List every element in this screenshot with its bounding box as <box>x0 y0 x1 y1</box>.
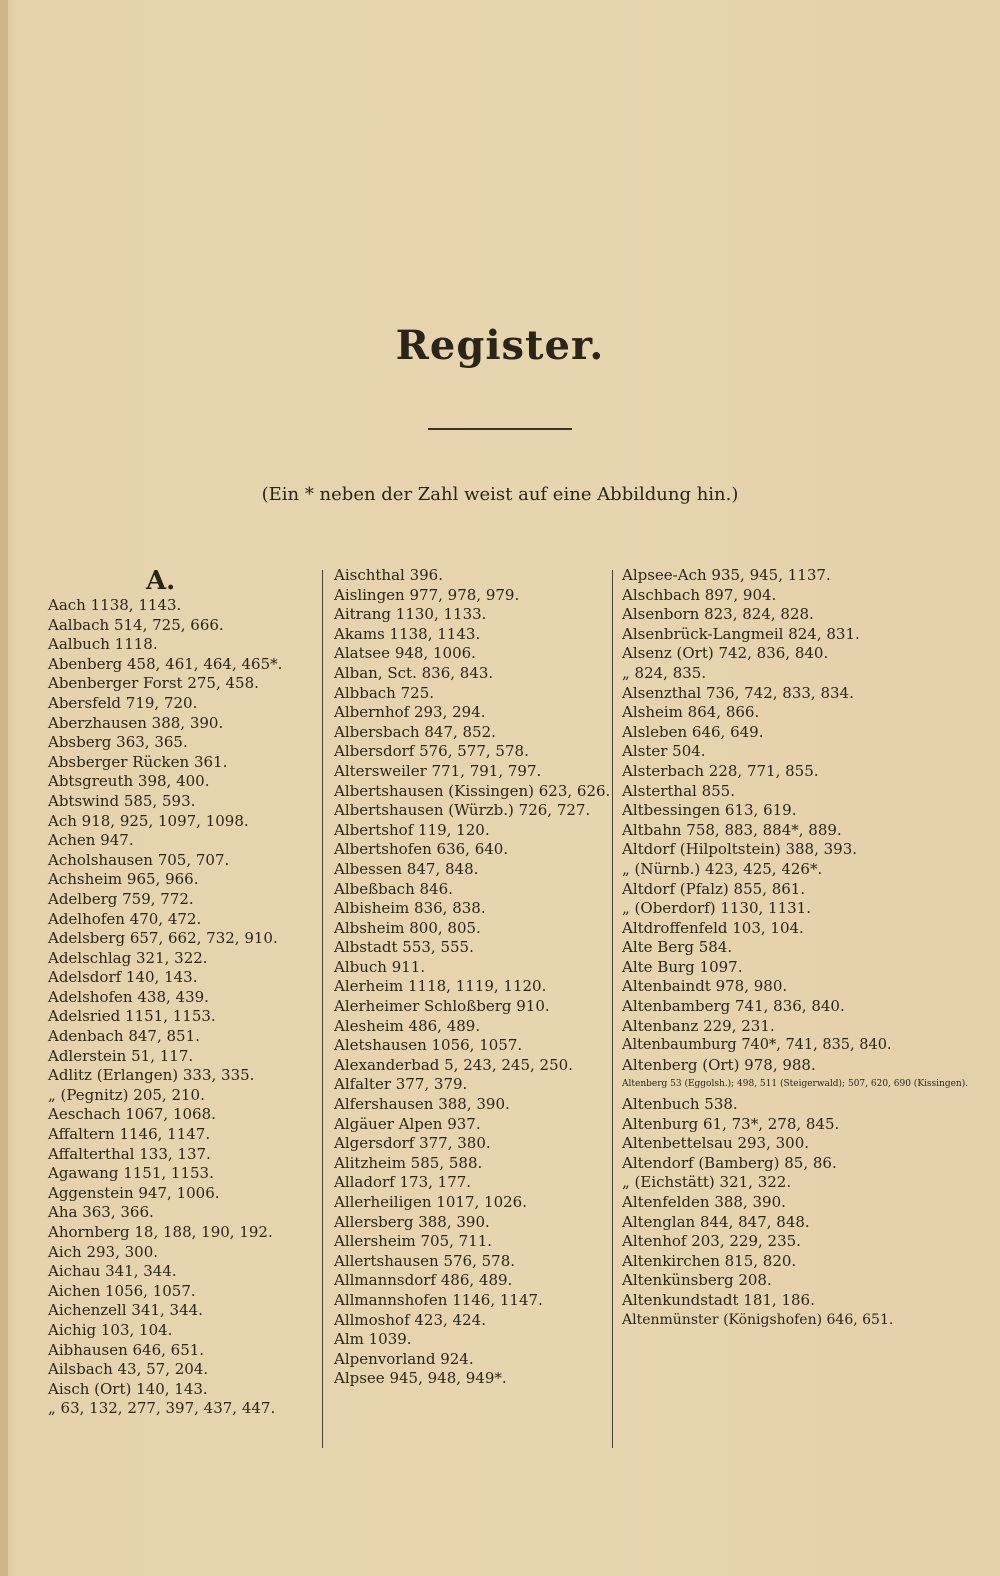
index-entry: Aislingen 977, 978, 979. <box>334 585 520 604</box>
index-entry: Alexanderbad 5, 243, 245, 250. <box>334 1055 573 1074</box>
index-entry: „ 63, 132, 277, 397, 437, 447. <box>48 1399 276 1418</box>
index-entry: „ (Nürnb.) 423, 425, 426*. <box>622 859 823 878</box>
index-entry: Altenfelden 388, 390. <box>622 1193 786 1211</box>
entry-list <box>334 566 612 1389</box>
index-entry: Aich 293, 300. <box>48 1242 159 1261</box>
index-entry: Adelberg 759, 772. <box>48 889 194 908</box>
index-entry: Abtswind 585, 593. <box>48 791 196 810</box>
index-entry: Aalbach 514, 725, 666. <box>48 615 224 634</box>
index-entry: Alsleben 646, 649. <box>622 722 764 741</box>
index-entry: Adelsberg 657, 662, 732, 910. <box>48 929 278 948</box>
index-entry: Abenberger Forst 275, 458. <box>48 674 259 693</box>
index-entry: Adelsdorf 140, 143. <box>48 968 198 987</box>
index-entry: Albuch 911. <box>334 957 426 976</box>
index-entry: Adelschlag 321, 322. <box>48 948 208 967</box>
index-entry: Albbach 725. <box>334 683 435 702</box>
index-entry: Alsenborn 823, 824, 828. <box>622 605 814 624</box>
index-entry: Albertshausen (Würzb.) 726, 727. <box>334 801 591 820</box>
index-entry: Alban, Sct. 836, 843. <box>334 663 494 682</box>
index-entry: Aitrang 1130, 1133. <box>334 605 487 624</box>
index-entry: Altenglan 844, 847, 848. <box>622 1212 810 1231</box>
index-entry: Allersheim 705, 711. <box>334 1232 493 1251</box>
index-entry: „ 824, 835. <box>622 663 707 682</box>
index-entry: Altersweiler 771, 791, 797. <box>334 761 542 780</box>
index-entry: Altenbuch 538. <box>622 1095 738 1114</box>
index-entry: Abersfeld 719, 720. <box>48 693 198 712</box>
index-entry: Alsterthal 855. <box>622 781 735 800</box>
index-entry: Albessen 847, 848. <box>334 859 479 878</box>
index-entry: Affalterthal 133, 137. <box>48 1144 211 1163</box>
index-entry: Aeschach 1067, 1068. <box>48 1105 216 1124</box>
index-entry: Akams 1138, 1143. <box>334 624 481 643</box>
index-entry: Aha 363, 366. <box>48 1203 154 1222</box>
index-entry: Achen 947. <box>48 831 134 850</box>
index-entry: Allmannsdorf 486, 489. <box>334 1271 513 1290</box>
index-entry: Albernhof 293, 294. <box>334 703 486 722</box>
index-entry: Albeßbach 846. <box>334 879 453 898</box>
index-entry: Adelsried 1151, 1153. <box>48 1007 216 1026</box>
entry-list <box>622 566 969 1330</box>
index-entry: Albisheim 836, 838. <box>334 899 486 918</box>
index-entry: Adenbach 847, 851. <box>48 1027 200 1046</box>
index-entry: Alsenzthal 736, 742, 833, 834. <box>622 683 854 702</box>
index-entry: Aach 1138, 1143. <box>48 596 182 614</box>
index-entry: Aisch (Ort) 140, 143. <box>48 1379 208 1398</box>
index-column-1 <box>48 566 330 1419</box>
index-entry: Alesheim 486, 489. <box>334 1016 481 1035</box>
index-entry: Altenbaumburg 740*, 741, 835, 840. <box>622 1037 892 1054</box>
index-entry: Allersberg 388, 390. <box>334 1212 490 1231</box>
index-entry: Algersdorf 377, 380. <box>334 1134 491 1153</box>
index-entry: Alte Burg 1097. <box>622 957 743 976</box>
index-entry: Altendorf (Bamberg) 85, 86. <box>622 1153 837 1172</box>
section-letter: A. <box>146 566 176 596</box>
index-entry: Altbahn 758, 883, 884*, 889. <box>622 820 842 839</box>
index-column-2 <box>334 566 612 1389</box>
index-entry: Aichen 1056, 1057. <box>48 1281 196 1300</box>
index-entry: Altenberg 53 (Eggolsh.); 498, 511 (Steigerwald); 507, 620, 690 (Kissingen). <box>622 1079 969 1090</box>
index-entry: Alm 1039. <box>334 1330 412 1349</box>
index-entry: Alsenz (Ort) 742, 836, 840. <box>622 644 829 663</box>
index-entry: Altenkundstadt 181, 186. <box>622 1290 815 1309</box>
index-entry: Aichig 103, 104. <box>48 1320 173 1339</box>
index-entry: Agawang 1151, 1153. <box>48 1164 214 1183</box>
index-entry: Altenburg 61, 73*, 278, 845. <box>622 1114 840 1133</box>
index-entry: Aichenzell 341, 344. <box>48 1301 203 1320</box>
index-entry: Altenbanz 229, 231. <box>622 1016 775 1035</box>
index-entry: Alsenbrück-Langmeil 824, 831. <box>622 624 860 643</box>
index-entry: „ (Pegnitz) 205, 210. <box>48 1085 205 1104</box>
page-edge <box>0 0 8 1576</box>
index-entry: Albstadt 553, 555. <box>334 938 474 957</box>
index-entry: Ailsbach 43, 57, 204. <box>48 1360 209 1379</box>
index-entry: Affaltern 1146, 1147. <box>48 1125 211 1144</box>
index-entry: Alpsee 945, 948, 949*. <box>334 1369 507 1388</box>
index-entry: Adlerstein 51, 117. <box>48 1046 194 1065</box>
index-entry: Alschbach 897, 904. <box>622 585 777 604</box>
index-entry: Alpsee-Ach 935, 945, 1137. <box>622 566 831 584</box>
index-entry: Albersbach 847, 852. <box>334 722 496 741</box>
index-entry: Adelhofen 470, 472. <box>48 909 202 928</box>
index-entry: „ (Eichstätt) 321, 322. <box>622 1173 792 1192</box>
index-entry: Absberg 363, 365. <box>48 733 188 752</box>
index-entry: Alte Berg 584. <box>622 938 733 957</box>
index-entry: Alpenvorland 924. <box>334 1349 474 1368</box>
index-entry: Aalbuch 1118. <box>48 635 158 654</box>
index-entry: Alerheim 1118, 1119, 1120. <box>334 977 547 996</box>
page-title: Register. <box>395 322 605 369</box>
index-entry: Algäuer Alpen 937. <box>334 1114 481 1133</box>
index-entry: Albersdorf 576, 577, 578. <box>334 742 529 761</box>
index-entry: Absberger Rücken 361. <box>48 752 228 771</box>
index-entry: Aberzhausen 388, 390. <box>48 713 224 732</box>
index-entry: Abenberg 458, 461, 464, 465*. <box>48 654 283 673</box>
footnote-note: (Ein * neben der Zahl weist auf eine Abbildung hin.) <box>261 484 739 505</box>
index-entry: Alerheimer Schloßberg 910. <box>334 997 550 1016</box>
index-entry: Altdorf (Hilpoltstein) 388, 393. <box>622 840 858 859</box>
index-entry: Altenhof 203, 229, 235. <box>622 1232 801 1251</box>
index-entry: Alster 504. <box>622 742 706 761</box>
index-entry: Albertshausen (Kissingen) 623, 626. <box>334 781 611 800</box>
index-entry: Acholshausen 705, 707. <box>48 850 230 869</box>
index-entry: Aichau 341, 344. <box>48 1262 177 1281</box>
column-divider <box>612 570 613 1448</box>
index-entry: Altdorf (Pfalz) 855, 861. <box>622 879 806 898</box>
index-column-3 <box>622 566 969 1330</box>
index-entry: Ach 918, 925, 1097, 1098. <box>48 811 249 830</box>
index-entry: Allmoshof 423, 424. <box>334 1310 486 1329</box>
index-entry: Albertshof 119, 120. <box>334 820 490 839</box>
index-entry: Allerheiligen 1017, 1026. <box>334 1193 527 1211</box>
index-entry: Altenkirchen 815, 820. <box>622 1251 797 1270</box>
index-entry: Altenkünsberg 208. <box>622 1271 772 1290</box>
index-entry: Adlitz (Erlangen) 333, 335. <box>48 1066 255 1085</box>
index-entry: Alfershausen 388, 390. <box>334 1095 510 1114</box>
index-entry: Alladorf 173, 177. <box>334 1173 472 1192</box>
index-entry: Alfalter 377, 379. <box>334 1075 468 1094</box>
index-entry: Adelshofen 438, 439. <box>48 987 209 1006</box>
index-entry: Aischthal 396. <box>334 566 443 584</box>
index-entry: Aletshausen 1056, 1057. <box>334 1036 523 1055</box>
index-entry: Aggenstein 947, 1006. <box>48 1183 220 1202</box>
index-entry: Albertshofen 636, 640. <box>334 840 509 859</box>
index-entry: Altenbettelsau 293, 300. <box>622 1134 810 1153</box>
index-entry: Alitzheim 585, 588. <box>334 1153 483 1172</box>
index-entry: Aibhausen 646, 651. <box>48 1340 205 1359</box>
index-entry: Abtsgreuth 398, 400. <box>48 772 210 791</box>
index-entry: Albsheim 800, 805. <box>334 918 481 937</box>
index-entry: Allmannshofen 1146, 1147. <box>334 1290 543 1309</box>
index-entry: Alatsee 948, 1006. <box>334 644 476 663</box>
index-entry: Altenberg (Ort) 978, 988. <box>622 1055 816 1074</box>
index-entry: Altdroffenfeld 103, 104. <box>622 918 804 937</box>
entry-list <box>48 596 330 1419</box>
index-entry: Altenmünster (Königshofen) 646, 651. <box>622 1311 894 1328</box>
index-entry: Altenbaindt 978, 980. <box>622 977 788 996</box>
index-entry: Altenbamberg 741, 836, 840. <box>622 997 845 1016</box>
index-entry: Ahornberg 18, 188, 190, 192. <box>48 1223 273 1241</box>
index-entry: Alsterbach 228, 771, 855. <box>622 761 819 780</box>
title-rule <box>428 428 572 430</box>
index-entry: Alsheim 864, 866. <box>622 703 760 722</box>
index-entry: „ (Oberdorf) 1130, 1131. <box>622 899 811 918</box>
index-entry: Achsheim 965, 966. <box>48 870 199 889</box>
index-entry: Allertshausen 576, 578. <box>334 1251 516 1270</box>
index-entry: Altbessingen 613, 619. <box>622 801 797 820</box>
